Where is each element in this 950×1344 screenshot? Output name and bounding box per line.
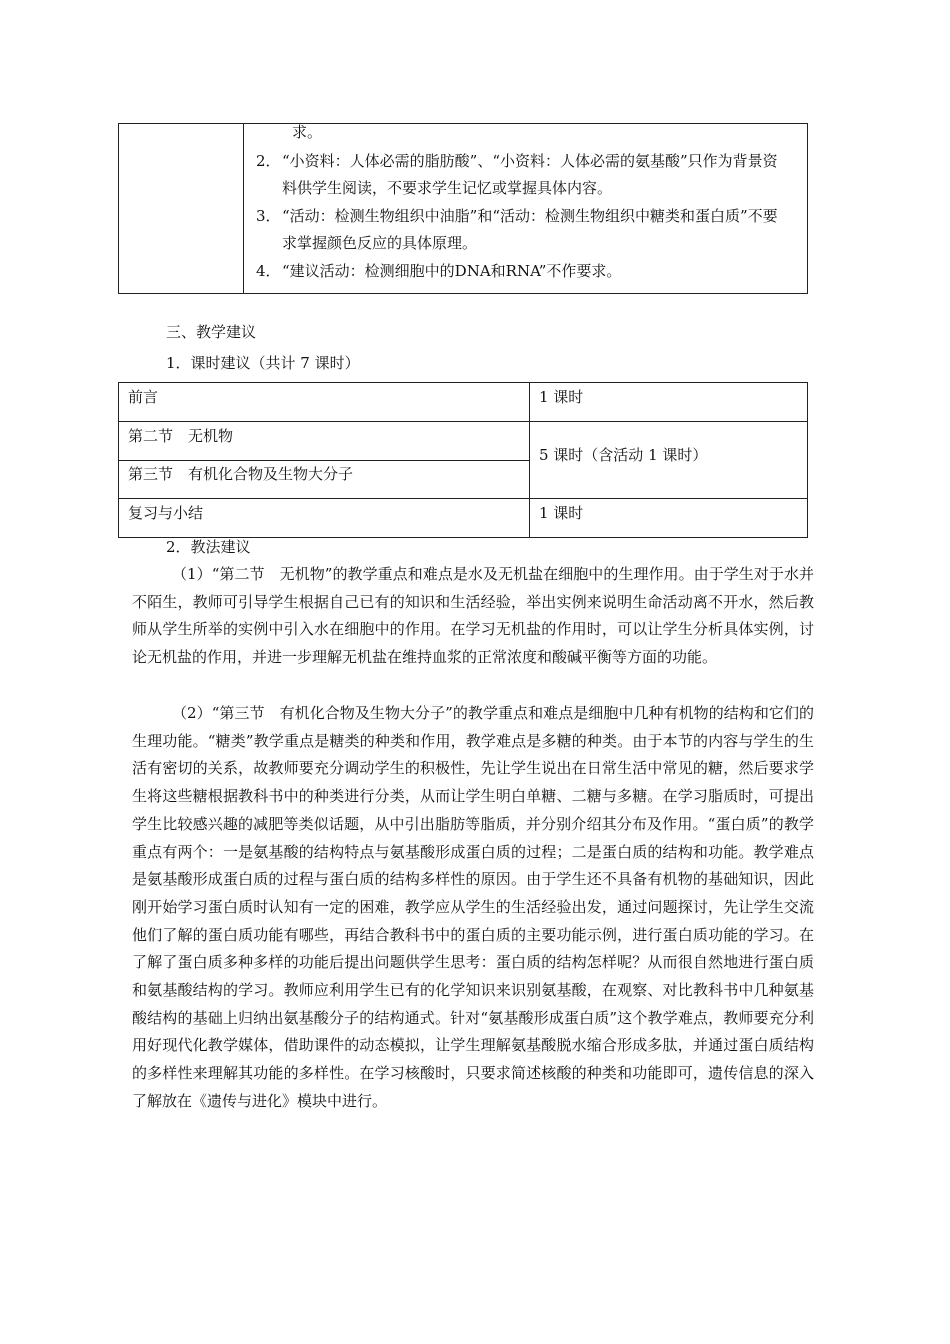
methods-title: 2．教法建议 (166, 538, 251, 556)
schedule-row-divider (119, 460, 529, 461)
schedule-topic: 前言 (128, 388, 159, 406)
requirement-item-text: “建议活动：检测细胞中的DNA和RNA”不作要求。 (282, 262, 622, 280)
schedule-hours: 5 课时（含活动 1 课时） (539, 446, 708, 464)
schedule-topic: 第二节 无机物 (128, 427, 234, 445)
methods-paragraph-2: （2）“第三节 有机化合物及生物大分子”的教学重点和难点是细胞中几种有机物的结构和它们的生理功能。“糖类”教学重点是糖类的种类和作用，教学难点是多糖的种类。由于本节的内容与学生的生活有密切的关系，故教师要充分调动学生的积极性，先让学生说出在日常生活中常见的糖，然后要求学生将这些糖根据教科书中的种类进行分类，从而让学生明白单糖、二糖与多糖。在学习脂质时，可提出学生比较感兴趣的减肥等类似话题，从中引出脂肪等脂质，并分别介绍其分布及作用。“蛋白质”的教学重点有两个：一是氨基酸的结构特点与氨基酸形成蛋白质的过程；二是蛋白质的结构和功能。教学难点是氨基酸形成蛋白质的过程与蛋白质的结构多样性的原因。由于学生还不具备有机物的基础知识，因此刚开始学习蛋白质时认知有一定的困难，教学应从学生的生活经验出发，通过问题探讨，先让学生交流他们了解的蛋白质功能有哪些，再结合教科书中的蛋白质的主要功能示例，进行蛋白质功能的学习。在了解了蛋白质多种多样的功能后提出问题供学生思考：蛋白质的结构怎样呢？从而很自然地进行蛋白质和氨基酸结构的学习。教师应利用学生已有的化学知识来识别氨基酸，在观察、对比教科书中几种氨基酸结构的基础上归纳出氨基酸分子的结构通式。针对“氨基酸形成蛋白质”这个教学难点，教师要充分利用好现代化教学媒体，借助课件的动态模拟，让学生理解氨基酸脱水缩合形成多肽，并通过蛋白质结构的多样性来理解其功能的多样性。在学习核酸时，只要求简述核酸的种类和功能即可，遗传信息的深入了解放在《遗传与进化》模块中进行。 (132, 704, 814, 1110)
requirement-continued (256, 119, 789, 146)
requirements-table-left-cell (119, 124, 244, 293)
methods-paragraph-1: （1）“第二节 无机物”的教学重点和难点是水及无机盐在细胞中的生理作用。由于学生对于水并不陌生，教师可引导学生根据自己已有的知识和生活经验，举出实例来说明生命活动离不开水，然后教师从学生所举的实例中引入水在细胞中的作用。在学习无机盐的作用时，可以让学生分析具体实例，讨论无机盐的作用，并进一步理解无机盐在维持血浆的正常浓度和酸碱平衡等方面的功能。 (132, 565, 814, 667)
requirement-item-3 (256, 203, 789, 257)
schedule-hours: 1 课时 (539, 504, 584, 522)
schedule-title: 1．课时建议（共计 7 课时） (166, 354, 360, 372)
schedule-column-divider (529, 383, 530, 537)
schedule-row-divider (119, 421, 807, 422)
schedule-topic: 第三节 有机化合物及生物大分子 (128, 465, 354, 483)
requirement-item-2 (256, 148, 789, 202)
requirement-item-number: 3． (256, 207, 281, 225)
schedule-table (118, 382, 808, 538)
section-title: 三、教学建议 (166, 323, 257, 341)
requirement-item-4 (256, 258, 789, 285)
requirements-table-right-cell (244, 124, 807, 293)
requirement-item-text: “小资料：人体必需的脂肪酸”、“小资料：人体必需的氨基酸”只作为背景资料供学生阅读，不要求学生记忆或掌握具体内容。 (282, 152, 778, 197)
requirement-item-text: “活动：检测生物组织中油脂”和“活动：检测生物组织中糖类和蛋白质”不要求掌握颜色反应的具体原理。 (282, 207, 778, 252)
schedule-hours: 1 课时 (539, 388, 584, 406)
requirement-item-number: 4． (256, 262, 281, 280)
schedule-row-divider (119, 498, 807, 499)
requirement-item-number: 2． (256, 152, 281, 170)
schedule-topic: 复习与小结 (128, 504, 204, 522)
requirement-continued-text: 求。 (292, 123, 323, 141)
requirements-table (118, 123, 808, 294)
